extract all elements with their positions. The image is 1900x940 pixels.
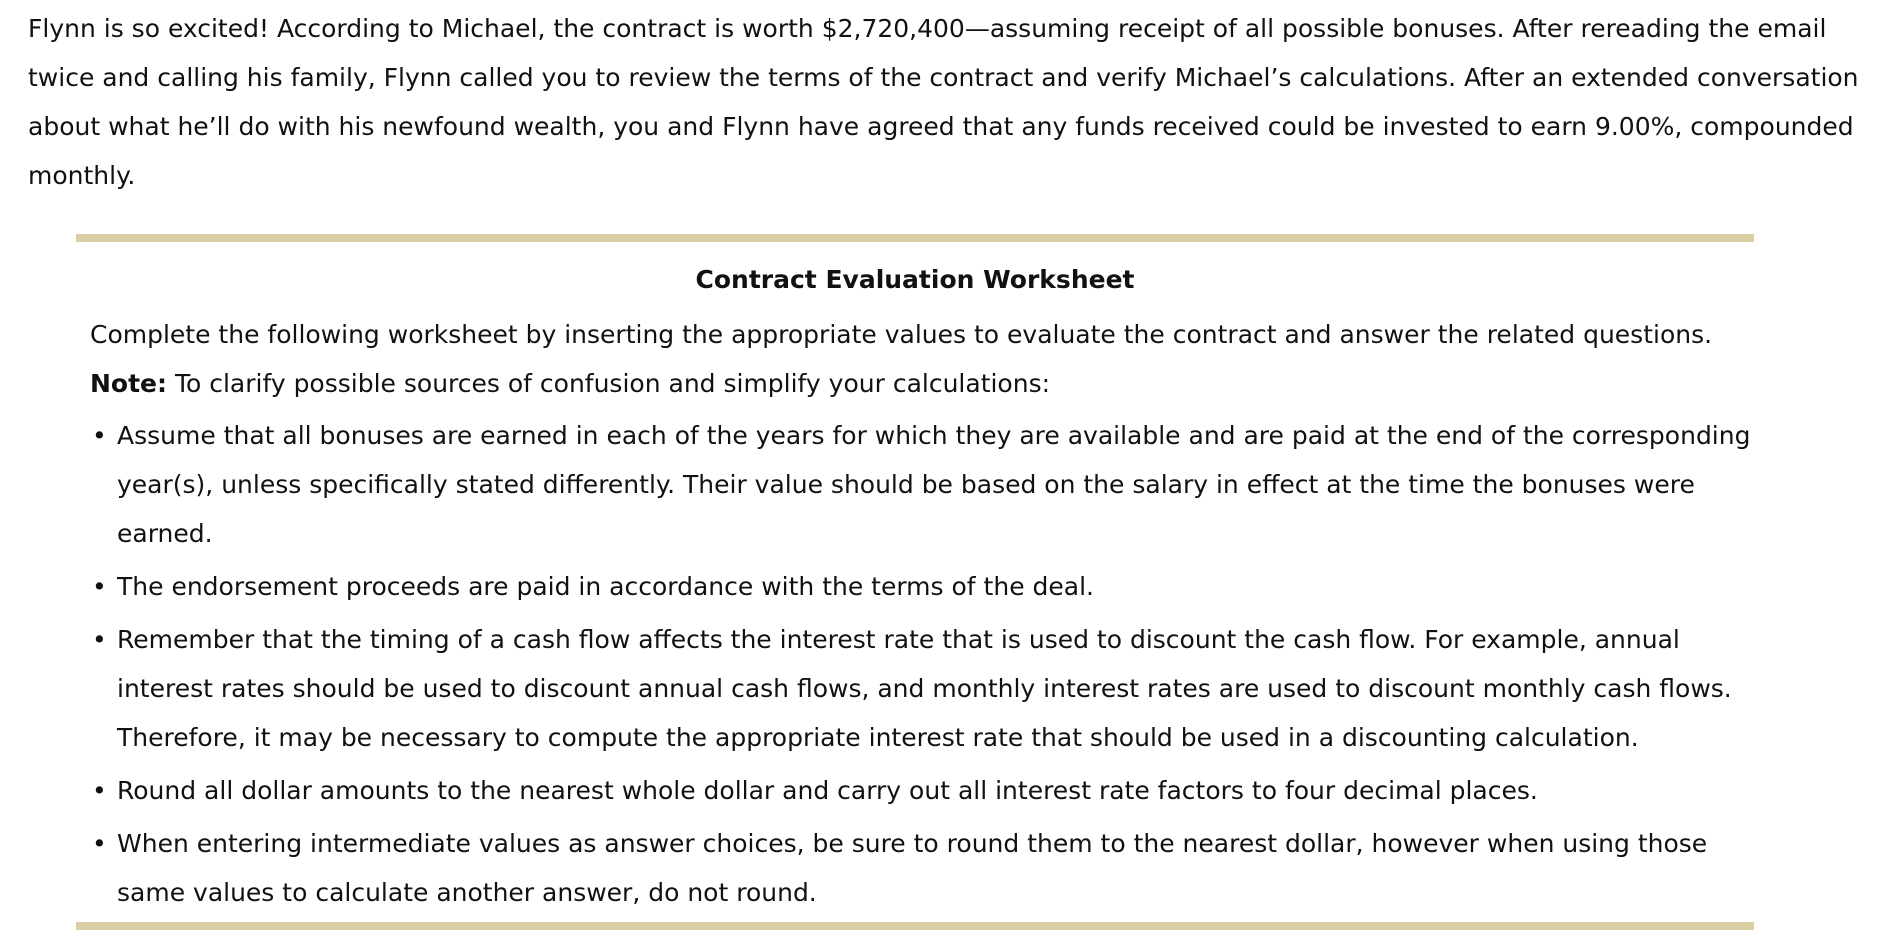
note-item-text: Assume that all bonuses are earned in each of the years for which they are available and are paid at the end of the corresponding year(s), unless specifically stated differently. Their value should be based on the salary in effect at the time the bonuses were earned. [117, 421, 1751, 548]
intro-paragraph: Flynn is so excited! According to Michael, the contract is worth $2,720,400—assuming receipt of all possible bonuses. After rereading the email twice and calling his family, Flynn called you to review the terms of the contract and verify Michael’s calculations. After an extended conversation about what he’ll do with his newfound wealth, you and Flynn have agreed that any funds received could be invested to earn 9.00%, compounded monthly. [28, 14, 1859, 190]
worksheet-title: Contract Evaluation Worksheet [695, 265, 1135, 294]
note-item-text: Round all dollar amounts to the nearest whole dollar and carry out all interest rate factors to four decimal places. [117, 776, 1538, 805]
worksheet-note [90, 359, 1754, 408]
contract-evaluation-worksheet [76, 234, 1754, 930]
note-list [76, 411, 1754, 917]
note-text: To clarify possible sources of confusion and simplify your calculations: [167, 369, 1051, 398]
bullet-icon: • [92, 776, 107, 805]
note-item-endorsement [90, 562, 1754, 611]
note-item-intermediate-values [90, 819, 1754, 917]
note-item-text: Remember that the timing of a cash flow affects the interest rate that is used to discount the cash flow. For example, annual interest rates should be used to discount annual cash flows, and monthly interest rates are used to discount monthly cash flows. Therefore, it may be necessary to compute the appropriate interest rate that should be used in a discounting calculation. [117, 625, 1732, 752]
note-item-rounding [90, 766, 1754, 815]
note-item-interest-timing [90, 615, 1754, 762]
bullet-icon: • [92, 421, 107, 450]
note-item-text: When entering intermediate values as answer choices, be sure to round them to the nearest dollar, however when using those same values to calculate another answer, do not round. [117, 829, 1708, 907]
worksheet-instructions: Complete the following worksheet by inserting the appropriate values to evaluate the contract and answer the related questions. [90, 320, 1713, 349]
note-item-text: The endorsement proceeds are paid in accordance with the terms of the deal. [117, 572, 1094, 601]
note-item-bonuses [90, 411, 1754, 558]
bullet-icon: • [92, 829, 107, 858]
bullet-icon: • [92, 625, 107, 654]
note-label: Note: [90, 369, 168, 398]
bullet-icon: • [92, 572, 107, 601]
